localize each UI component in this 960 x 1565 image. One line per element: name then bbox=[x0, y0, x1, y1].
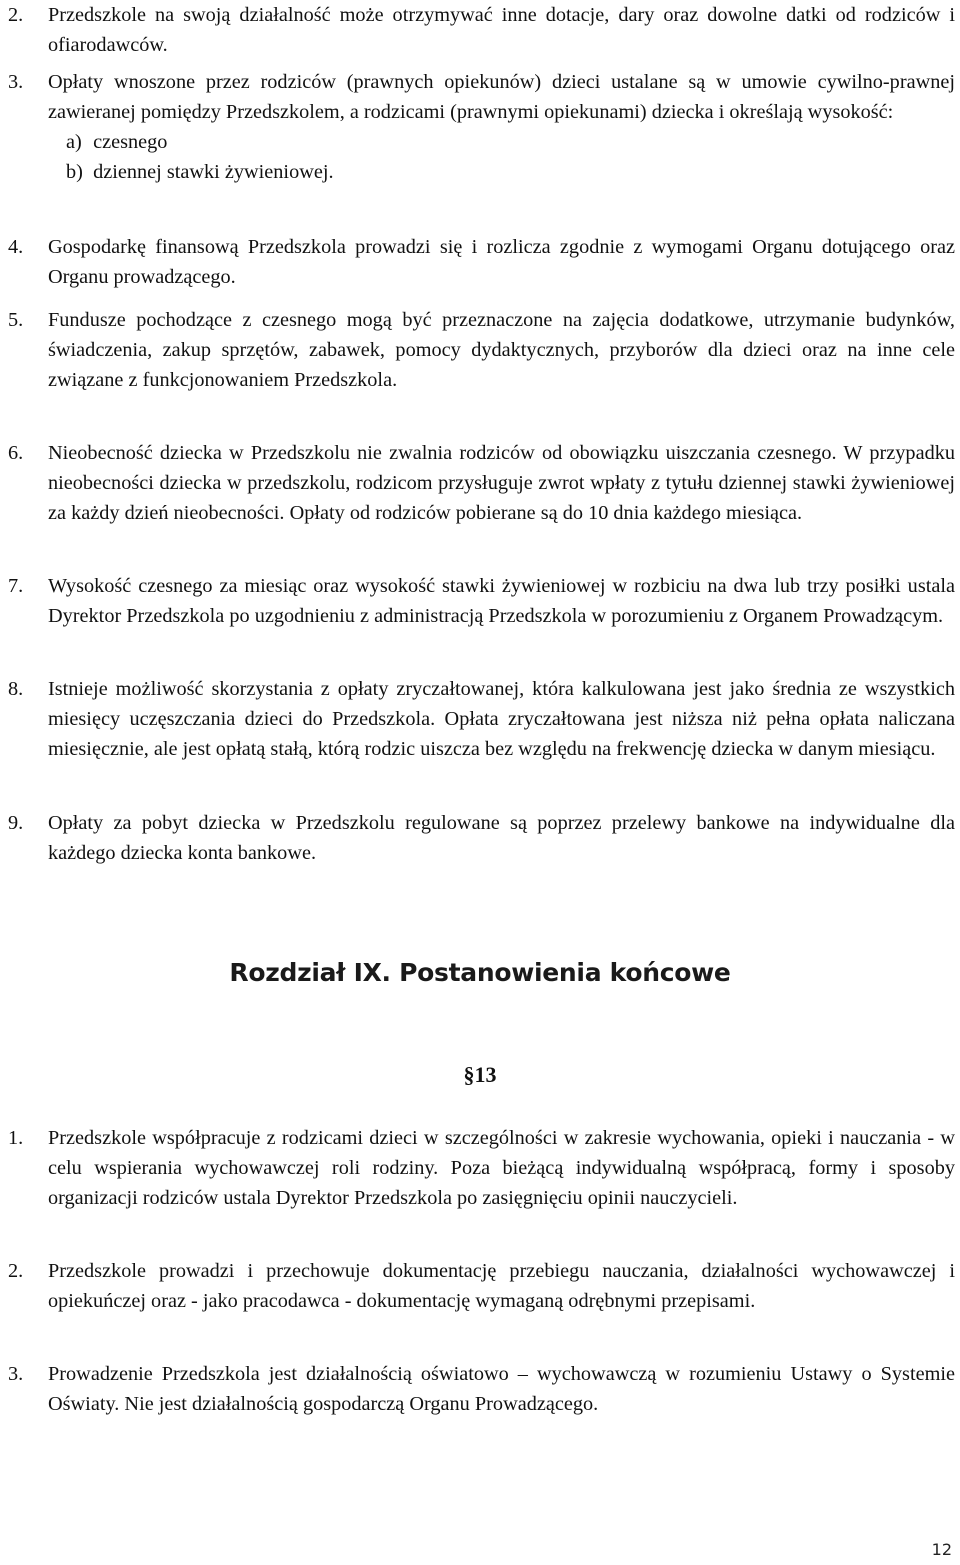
chapter-heading: Rozdział IX. Postanowienia końcowe bbox=[229, 958, 731, 987]
list-item-text: Prowadzenie Przedszkola jest działalnością oświatowo – wychowawczą w rozumieniu Ustawy o Systemie Oświaty. Nie jest działalnością gospodarczą Organu Prowadzącego. bbox=[48, 1363, 955, 1415]
sub-list-label: a) bbox=[66, 131, 82, 153]
sub-list-text: dziennej stawki żywieniowej. bbox=[93, 161, 334, 183]
sub-list-item bbox=[66, 127, 955, 157]
list-item bbox=[8, 1123, 955, 1213]
list-item bbox=[8, 438, 955, 528]
list-item bbox=[8, 0, 955, 60]
list-item-text: Przedszkole prowadzi i przechowuje dokumentację przebiegu nauczania, działalności wychowawczej i opiekuńczej oraz - jako pracodawca - dokumentację wymaganą odrębnymi przepisami. bbox=[48, 1260, 955, 1312]
list-item-text: Przedszkole współpracuje z rodzicami dzieci w szczególności w zakresie wychowania, opieki i nauczania - w celu wspierania wychowawczej roli rodziny. Poza bieżącą indywidualną współpracą, formy i sposoby organizacji rodziców ustala Dyrektor Przedszkola po zasięgnięciu opinii nauczycieli. bbox=[48, 1127, 955, 1209]
list-item-number: 4. bbox=[8, 236, 24, 258]
sub-list-label: b) bbox=[66, 161, 83, 183]
list-item-text: Opłaty wnoszone przez rodziców (prawnych opiekunów) dzieci ustalane są w umowie cywilno-prawnej zawieranej pomiędzy Przedszkolem, a rodzicami (prawnymi opiekunami) dziecka i określają wysokość: bbox=[48, 71, 955, 123]
list-item bbox=[8, 571, 955, 631]
list-item bbox=[8, 808, 955, 868]
sub-list-item bbox=[66, 157, 955, 187]
list-item-number: 8. bbox=[8, 678, 24, 700]
list-item-text: Gospodarkę finansową Przedszkola prowadzi się i rozlicza zgodnie z wymogami Organu dotującego oraz Organu prowadzącego. bbox=[48, 236, 955, 288]
list-item-number: 5. bbox=[8, 309, 24, 331]
list-item-text: Opłaty za pobyt dziecka w Przedszkolu regulowane są poprzez przelewy bankowe na indywidualne dla każdego dziecka konta bankowe. bbox=[48, 812, 955, 864]
list-item bbox=[8, 674, 955, 764]
list-item-number: 1. bbox=[8, 1127, 24, 1149]
list-item-number: 6. bbox=[8, 442, 24, 464]
list-item-number: 2. bbox=[8, 4, 24, 26]
list-item-number: 7. bbox=[8, 575, 24, 597]
list-item-text: Wysokość czesnego za miesiąc oraz wysokość stawki żywieniowej w rozbiciu na dwa lub trzy posiłki ustala Dyrektor Przedszkola po uzgodnieniu z administracją Przedszkola w porozumieniu z Organem Prowadzącym. bbox=[48, 575, 955, 627]
list-item-number: 3. bbox=[8, 1363, 24, 1385]
list-item bbox=[8, 232, 955, 292]
page-number: 12 bbox=[931, 1540, 952, 1559]
list-item bbox=[8, 67, 955, 187]
list-item-text: Przedszkole na swoją działalność może otrzymywać inne dotacje, dary oraz dowolne datki od rodziców i ofiarodawców. bbox=[48, 4, 955, 56]
list-item-text: Istnieje możliwość skorzystania z opłaty zryczałtowanej, która kalkulowana jest jako średnia ze wszystkich miesięcy uczęszczania dzieci do Przedszkola. Opłata zryczałtowana jest niższa niż pełna opłata naliczana miesięcznie, ale jest opłatą stałą, którą rodzic uiszcza bez względu na frekwencję dziecka w danym miesiącu. bbox=[48, 678, 955, 760]
list-item-text: Fundusze pochodzące z czesnego mogą być przeznaczone na zajęcia dodatkowe, utrzymanie budynków, świadczenia, zakup sprzętów, zabawek, pomocy dydaktycznych, przyborów dla dzieci oraz na inne cele związane z funkcjonowaniem Przedszkola. bbox=[48, 309, 955, 391]
list-item bbox=[8, 305, 955, 395]
list-item-number: 3. bbox=[8, 71, 24, 93]
list-item bbox=[8, 1359, 955, 1419]
sub-list-text: czesnego bbox=[93, 131, 168, 153]
list-item-number: 2. bbox=[8, 1260, 24, 1282]
list-item bbox=[8, 1256, 955, 1316]
list-item-text: Nieobecność dziecka w Przedszkolu nie zwalnia rodziców od obowiązku uiszczania czesnego. W przypadku nieobecności dziecka w przedszkolu, rodzicom przysługuje zwrot wpłaty z tytułu dziennej stawki żywieniowej za każdy dzień nieobecności. Opłaty od rodziców pobierane są do 10 dnia każdego miesiąca. bbox=[48, 442, 955, 524]
section-mark: §13 bbox=[463, 1062, 497, 1087]
list-item-number: 9. bbox=[8, 812, 24, 834]
